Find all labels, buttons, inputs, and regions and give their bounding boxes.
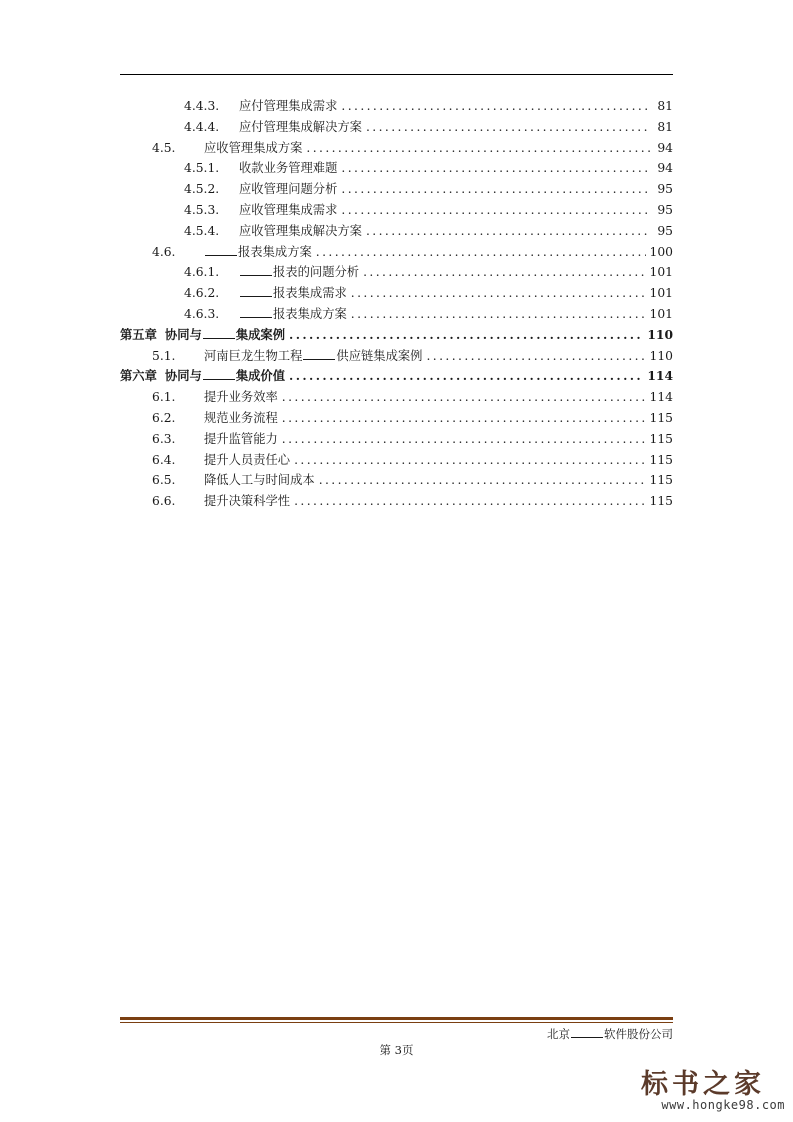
- toc-entry[interactable]: [120, 158, 673, 179]
- toc-entry-title-text: 应付管理集成需求: [239, 99, 338, 113]
- toc-entry-blank: [240, 307, 272, 318]
- toc-entry[interactable]: [120, 200, 673, 221]
- toc-entry-title-text: 集成案例: [235, 326, 286, 342]
- toc-entry-title-prefix: 协同与: [164, 326, 202, 342]
- toc-entry-page: 101: [649, 265, 673, 280]
- page-number: 第 3页: [379, 1043, 414, 1057]
- toc-entry-number: 6.3.: [152, 431, 176, 446]
- toc-entry-leader: [341, 161, 651, 175]
- toc-entry[interactable]: [120, 325, 673, 346]
- toc-entry-number: 4.5.: [152, 140, 176, 155]
- toc-entry-page: 110: [647, 326, 673, 342]
- toc-entry-title: [165, 325, 285, 343]
- toc-entry-page: 81: [657, 99, 673, 113]
- toc-entry-title-text: 提升决策科学性: [204, 494, 291, 509]
- toc-entry-blank: [203, 369, 235, 380]
- toc-entry-title-text: 应付管理集成解决方案: [239, 119, 362, 134]
- toc-entry-title-text: 应收管理集成解决方案: [239, 223, 362, 238]
- toc-entry-title-text: 规范业务流程: [204, 410, 278, 425]
- toc-entry-title: [239, 96, 337, 114]
- toc-entry-title-text: 收款业务管理难题: [239, 161, 338, 176]
- toc-entry-leader: [351, 286, 646, 300]
- toc-entry[interactable]: [120, 450, 673, 471]
- toc-entry-leader: [366, 120, 651, 134]
- toc-entry-number: 4.6.1.: [184, 265, 220, 280]
- toc-entry[interactable]: [120, 429, 673, 450]
- toc-entry-title: [239, 200, 337, 218]
- toc-entry-page: 101: [649, 286, 673, 301]
- toc-entry-page: 114: [647, 368, 673, 384]
- toc-entry-title: [204, 346, 422, 364]
- toc-entry-number: 4.6.: [152, 244, 176, 259]
- toc-entry[interactable]: [120, 283, 673, 304]
- toc-entry-page: 110: [649, 348, 673, 363]
- toc-entry-title: [204, 450, 290, 468]
- toc-entry-number: 6.2.: [152, 410, 176, 425]
- toc-entry-number: 第六章: [120, 368, 157, 384]
- toc-entry-number: 6.6.: [152, 494, 176, 509]
- toc-entry-title: [239, 221, 362, 239]
- toc-entry-title: [239, 304, 347, 322]
- toc-entry[interactable]: [120, 366, 673, 387]
- toc-entry-leader: [341, 203, 651, 217]
- watermark-url: www.hongke98.com: [661, 1098, 785, 1112]
- toc-entry-title: [204, 387, 278, 405]
- toc-entry-page: 115: [649, 452, 673, 467]
- toc-entry-title-text: 报表集成需求: [273, 286, 347, 301]
- toc-entry-title: [239, 283, 347, 301]
- toc-entry-leader: [289, 327, 643, 342]
- header-rule: [120, 74, 673, 75]
- footer-company-prefix: 北京: [547, 1027, 570, 1041]
- toc-entry-title-text: 应收管理集成需求: [239, 202, 338, 217]
- footer-company-suffix: 软件股份公司: [604, 1027, 673, 1041]
- toc-entry-leader: [363, 265, 645, 279]
- toc-entry-title-text: 报表的问题分析: [273, 265, 360, 280]
- toc-entry-blank: [203, 328, 235, 339]
- toc-entry-leader: [294, 494, 645, 508]
- toc-entry-leader: [282, 432, 646, 446]
- toc-entry-blank: [205, 245, 237, 256]
- toc-entry-title: [165, 366, 285, 384]
- toc-entry-leader: [319, 473, 646, 487]
- toc-entry-number: 4.6.3.: [184, 306, 220, 321]
- toc-entry-leader: [366, 224, 651, 238]
- toc-entry-title-text: 报表集成方案: [238, 244, 312, 259]
- toc-entry-title: [239, 179, 337, 197]
- toc-entry-number: 第五章: [120, 326, 157, 342]
- toc-entry-page: 114: [649, 390, 673, 405]
- toc-entry-page: 95: [657, 223, 673, 238]
- toc-entry-title-text: 集成价值: [235, 368, 286, 384]
- toc-entry[interactable]: [120, 304, 673, 325]
- toc-entry-leader: [351, 307, 646, 321]
- toc-entry-title: [239, 158, 337, 176]
- footer-company-blank: [571, 1027, 603, 1038]
- toc-entry-leader: [282, 411, 646, 425]
- toc-entry-page: 81: [657, 119, 673, 134]
- toc-entry-title: [204, 429, 278, 447]
- watermark-logo-text: 标书之家: [641, 1069, 765, 1100]
- toc-entry-leader: [282, 390, 646, 404]
- toc-entry-leader: [316, 245, 646, 259]
- toc-entry-number: 4.5.3.: [184, 202, 220, 217]
- toc-entry-page: 115: [649, 473, 673, 488]
- toc-entry-number: 6.1.: [152, 390, 176, 405]
- toc-entry[interactable]: [120, 179, 673, 200]
- toc-entry-title-text: 应收管理问题分析: [239, 182, 338, 197]
- toc-entry-title: [239, 262, 359, 280]
- toc-entry-number: 4.5.1.: [184, 161, 220, 176]
- toc-entry-number: 5.1.: [152, 348, 176, 363]
- toc-entry[interactable]: [120, 242, 673, 263]
- toc-entry-page: 94: [657, 161, 673, 176]
- toc-entry-leader: [341, 99, 651, 113]
- toc-entry-number: 4.4.3.: [184, 99, 220, 113]
- toc-entry[interactable]: [120, 387, 673, 408]
- toc-entry-title-text: 提升业务效率: [204, 390, 278, 405]
- footer-company: [547, 1026, 673, 1042]
- toc-entry-title-text: 提升监管能力: [204, 431, 278, 446]
- toc-entry-leader: [289, 368, 643, 383]
- table-of-contents: [120, 96, 673, 512]
- toc-entry[interactable]: [120, 470, 673, 491]
- toc-entry-leader: [306, 141, 651, 155]
- toc-entry-blank: [240, 286, 272, 297]
- toc-entry-number: 4.5.4.: [184, 223, 220, 238]
- toc-entry[interactable]: [120, 96, 673, 117]
- toc-entry-title-text: 报表集成方案: [273, 306, 347, 321]
- toc-entry[interactable]: [120, 346, 673, 367]
- toc-entry-title: [204, 491, 290, 509]
- toc-entry-page: 115: [649, 410, 673, 425]
- toc-entry-number: 6.4.: [152, 452, 176, 467]
- toc-entry-title-text: 供应链集成案例: [336, 348, 423, 363]
- toc-entry-number: 6.5.: [152, 473, 176, 488]
- toc-entry[interactable]: [120, 491, 673, 512]
- toc-entry-title: [204, 408, 278, 426]
- toc-entry[interactable]: [120, 138, 673, 159]
- toc-entry-number: 4.5.2.: [184, 182, 220, 197]
- toc-entry-title-text: 降低人工与时间成本: [204, 473, 315, 488]
- toc-entry-title: [204, 138, 302, 156]
- toc-entry-title: [204, 470, 315, 488]
- toc-entry-page: 100: [649, 244, 673, 259]
- toc-entry-leader: [341, 182, 651, 196]
- toc-entry[interactable]: [120, 117, 673, 138]
- toc-entry-title-text: 应收管理集成方案: [204, 140, 303, 155]
- toc-entry[interactable]: [120, 408, 673, 429]
- toc-entry-title: [204, 242, 312, 260]
- toc-entry-number: 4.6.2.: [184, 286, 220, 301]
- toc-entry-blank: [240, 265, 272, 276]
- footer-rule-thick: [120, 1017, 673, 1020]
- toc-entry-leader: [294, 453, 645, 467]
- toc-entry-title: [239, 117, 362, 135]
- toc-entry-page: 94: [657, 140, 673, 155]
- toc-entry-page: 95: [657, 182, 673, 197]
- toc-entry[interactable]: [120, 221, 673, 242]
- toc-entry-page: 95: [657, 202, 673, 217]
- footer-rule-thin: [120, 1022, 673, 1023]
- toc-entry-title-prefix: 协同与: [164, 368, 202, 384]
- toc-entry-leader: [426, 349, 645, 363]
- toc-entry-title-text: 提升人员责任心: [204, 452, 291, 467]
- toc-entry-blank: [303, 349, 335, 360]
- toc-entry-page: 101: [649, 306, 673, 321]
- toc-entry[interactable]: [120, 262, 673, 283]
- toc-entry-page: 115: [649, 494, 673, 509]
- toc-entry-page: 115: [649, 431, 673, 446]
- toc-entry-number: 4.4.4.: [184, 119, 220, 134]
- toc-entry-title-prefix: 河南巨龙生物工程: [204, 348, 303, 363]
